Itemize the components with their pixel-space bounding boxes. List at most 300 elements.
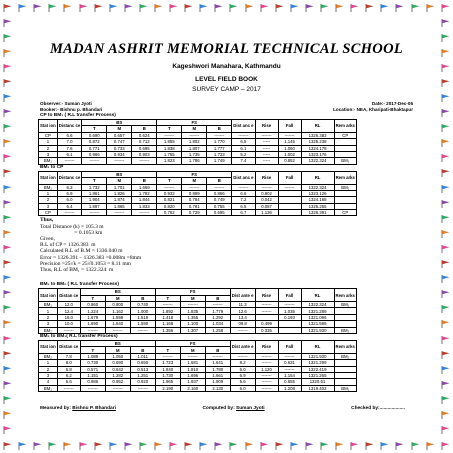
table-cell: ------- — [157, 132, 182, 138]
flag-icon — [214, 4, 223, 12]
table-cell: ------- — [82, 158, 107, 164]
flag-icon — [441, 275, 450, 283]
col-m: M — [180, 347, 205, 353]
col-rl: RL — [301, 289, 334, 302]
table-cell: BM₁ — [334, 184, 356, 190]
table-cell: ------- — [255, 132, 278, 138]
flag-icon — [48, 442, 57, 450]
measured-by: Measured by: Bishnu P. Bhandari — [40, 406, 116, 412]
col-station: Stat ion — [39, 341, 58, 354]
table-cell: 0.631 — [278, 360, 301, 366]
flag-icon — [3, 94, 12, 102]
table-cell: 1.937 — [180, 379, 205, 385]
table-cell: 1.035 — [278, 308, 301, 314]
table-cell: 16.0 — [57, 314, 80, 320]
table-cell: ----- — [255, 139, 278, 145]
table-row — [39, 327, 357, 333]
flag-icon — [441, 34, 450, 42]
col-dist: Dist ante e — [230, 341, 255, 354]
flag-icon — [3, 79, 12, 87]
col-fs: FS — [155, 341, 230, 347]
table-cell: 1.823 — [157, 158, 182, 164]
flag-icon — [3, 185, 12, 193]
flag-icon — [441, 64, 450, 72]
section-title: BM₁ to BM₂ ( R.L transfer Process) — [40, 282, 119, 288]
col-t: T — [80, 347, 105, 353]
table-cell: 1.640 — [105, 321, 130, 327]
flag-icon — [3, 49, 12, 57]
flag-icon — [441, 79, 450, 87]
flag-icon — [3, 351, 12, 359]
table-cell: 1.732 — [82, 184, 107, 190]
flag-icon — [245, 442, 254, 450]
flag-icon — [3, 336, 12, 344]
table-cell: ------- — [180, 353, 205, 359]
flag-icon — [290, 4, 299, 12]
table-cell: 1.855 — [157, 139, 182, 145]
calculation-line: Calculated R.L of B.M = 1336.040 m — [40, 248, 123, 255]
table-cell: 0.733 — [107, 145, 132, 151]
flag-icon — [154, 442, 163, 450]
table-cell: 1.641 — [205, 360, 230, 366]
flag-icon — [79, 4, 88, 12]
table-cell: 0.872 — [82, 139, 107, 145]
table-cell: 0.986 — [80, 379, 105, 385]
flag-icon — [33, 442, 42, 450]
table-cell: ------- — [80, 385, 105, 391]
table-cell: 1321.289 — [301, 308, 334, 314]
table-cell: 1.865 — [107, 203, 132, 209]
date: Date:- 2017-Dec-05 — [371, 101, 413, 106]
col-fs: FS — [157, 120, 232, 126]
flag-icon — [441, 381, 450, 389]
table-cell: ------- — [82, 210, 107, 216]
table-cell: 1.723 — [155, 360, 180, 366]
flag-icon — [275, 4, 284, 12]
col-remarks: Rem arks — [334, 289, 356, 302]
table-cell: 7.8 — [57, 353, 80, 359]
table-cell: ------- — [130, 385, 155, 391]
flag-icon — [441, 411, 450, 419]
flag-icon — [426, 442, 435, 450]
table-cell: 4 — [39, 379, 58, 385]
flag-icon — [3, 366, 12, 374]
table-cell: 1320.61 — [301, 379, 334, 385]
table-cell: 5.2 — [232, 151, 255, 157]
flag-icon — [48, 4, 57, 12]
table-cell: CP — [334, 132, 356, 138]
table-cell: 1.807 — [182, 145, 207, 151]
table-cell: 1 — [39, 139, 58, 145]
flag-icon — [441, 396, 450, 404]
table-row — [39, 385, 357, 391]
col-b: B — [132, 126, 157, 132]
table-cell: 2 — [39, 197, 58, 203]
flag-icon — [305, 442, 314, 450]
flag-icon — [109, 4, 118, 12]
table-cell: 1.282 — [105, 372, 130, 378]
col-m: M — [107, 178, 132, 184]
col-dist: Dist anc e — [232, 120, 255, 133]
col-t: T — [82, 178, 107, 184]
observer: Observer:- Suman Jyoti — [40, 101, 92, 106]
table-cell: 0.513 — [130, 366, 155, 372]
table-cell: 1325.255 — [301, 203, 334, 209]
table-cell: ------- — [107, 210, 132, 216]
col-fall: Fall — [278, 341, 301, 354]
flag-icon — [3, 154, 12, 162]
col-t: T — [157, 126, 182, 132]
table-cell: 1.168 — [155, 321, 180, 327]
table-cell: 6.2 — [57, 372, 80, 378]
table-cell: 0.499 — [255, 321, 278, 327]
table-cell: ------- — [57, 158, 82, 164]
table-cell: 09.8 — [230, 321, 255, 327]
table-cell: 12.0 — [57, 302, 80, 308]
table-cell: 1.826 — [107, 190, 132, 196]
thus-label: Thus, — [40, 217, 54, 224]
col-b: B — [130, 347, 155, 353]
table-cell: 2 — [39, 145, 58, 151]
table-cell: BM₂ — [334, 353, 356, 359]
table-cell: 2 — [39, 366, 58, 372]
table-cell: 1.034 — [205, 321, 230, 327]
flag-icon — [411, 442, 420, 450]
flag-icon — [3, 411, 12, 419]
flag-icon — [350, 442, 359, 450]
flag-icon — [441, 19, 450, 27]
table-cell: ------- — [155, 302, 180, 308]
calculation-line: Given, — [40, 236, 55, 243]
table-cell: ------- — [278, 353, 301, 359]
table-cell: 1.355 — [180, 314, 205, 320]
col-dist: Dist ante e — [230, 289, 255, 302]
booker: Booker:- Bishnu p. Bhandari — [40, 107, 103, 112]
table-cell: 1.136 — [255, 210, 278, 216]
table-cell: 1.002 — [278, 151, 301, 157]
flag-icon — [441, 215, 450, 223]
col-m: M — [182, 178, 207, 184]
table-cell: 1323.176 — [301, 151, 334, 157]
table-cell: 0.755 — [207, 203, 232, 209]
flag-icon — [441, 290, 450, 298]
table-cell: 1.060 — [278, 145, 301, 151]
table-cell: 1.356 — [155, 327, 180, 333]
table-cell: ------- — [105, 385, 130, 391]
flag-icon — [441, 351, 450, 359]
table-cell: 0.899 — [182, 190, 207, 196]
flag-icon — [365, 4, 374, 12]
table-cell: BM₁ — [39, 184, 58, 190]
table-cell: ------- — [278, 132, 301, 138]
table-cell: 1321.096 — [301, 314, 334, 320]
table-cell: 1.681 — [180, 360, 205, 366]
table-cell: 0.920 — [130, 379, 155, 385]
table-cell: 1.151 — [80, 372, 105, 378]
col-b: B — [207, 126, 232, 132]
calculation-line: Thus, R.L of BM₁ = 1322.324 m — [40, 267, 114, 274]
flag-icon — [214, 442, 223, 450]
table-cell: ------- — [278, 366, 301, 372]
table-cell: ------- — [132, 210, 157, 216]
table-cell: 1326.391 — [301, 210, 334, 216]
flag-icon — [290, 442, 299, 450]
table-cell: 1.661 — [205, 372, 230, 378]
table-cell: 1.897 — [82, 203, 107, 209]
table-cell: 1.100 — [180, 321, 205, 327]
table-cell: 0.781 — [182, 203, 207, 209]
table-row — [39, 158, 357, 164]
flag-icon — [320, 4, 329, 12]
col-rise: Rise — [255, 289, 278, 302]
table-cell: 1.224 — [80, 308, 105, 314]
table-cell: 0.747 — [107, 139, 132, 145]
table-cell: 1.735 — [182, 151, 207, 157]
flag-icon — [3, 260, 12, 268]
table-cell: 0.335 — [255, 327, 278, 333]
table-cell: 7.6 — [57, 145, 82, 151]
table-cell: 3 — [39, 203, 58, 209]
flag-icon — [169, 4, 178, 12]
table-cell: 11.3 — [230, 302, 255, 308]
flag-icon — [350, 4, 359, 12]
table-cell: ------- — [207, 132, 232, 138]
school-title: MADAN ASHRIT MEMORIAL TECHNICAL SCHOOL — [49, 41, 404, 57]
flag-icon — [275, 442, 284, 450]
table-cell: 1.418 — [155, 314, 180, 320]
table-cell: 1.208 — [278, 385, 301, 391]
book-title: LEVEL FIELD BOOK — [195, 76, 258, 83]
table-cell: 0.729 — [182, 210, 207, 216]
table-cell: ------- — [132, 158, 157, 164]
flag-icon — [3, 396, 12, 404]
section-title: BM₂ to BM₁( R.L transfer Process) — [40, 334, 118, 340]
table-cell: 0.821 — [157, 197, 182, 203]
table-cell: 1.838 — [157, 145, 182, 151]
table-cell: 1.733 — [207, 151, 232, 157]
table-cell: CP — [39, 210, 58, 216]
table-cell: 1.145 — [278, 139, 301, 145]
table-cell: ----- — [255, 151, 278, 157]
col-distance: Distan ce — [57, 341, 80, 354]
table-row — [39, 210, 357, 216]
level-table-bm1-cp — [38, 171, 357, 217]
table-cell: ------- — [255, 353, 278, 359]
flag-icon — [380, 442, 389, 450]
flag-icon — [3, 109, 12, 117]
col-rise: Rise — [255, 341, 278, 354]
table-cell: 1.835 — [180, 308, 205, 314]
calculation-line: = 0.1053 km — [40, 229, 103, 236]
col-dist: Dist anc e — [232, 171, 255, 184]
table-cell: 1.690 — [80, 321, 105, 327]
col-b: B — [205, 347, 230, 353]
col-fs: FS — [155, 289, 230, 295]
col-distance: Distanc ce — [57, 171, 82, 184]
flag-icon — [3, 34, 12, 42]
flag-icon — [3, 290, 12, 298]
table-cell: 0.695 — [132, 145, 157, 151]
flag-icon — [184, 4, 193, 12]
table-cell: ------- — [182, 132, 207, 138]
table-cell: 1.251 — [130, 372, 155, 378]
table-cell: 0.690 — [105, 360, 130, 366]
table-cell: 0.042 — [255, 197, 278, 203]
flag-icon — [441, 260, 450, 268]
table-cell: 1 — [39, 360, 58, 366]
table-cell: 1.786 — [182, 158, 207, 164]
table-cell: 1.599 — [105, 314, 130, 320]
flag-icon — [3, 320, 12, 328]
table-cell: 6.6 — [232, 190, 255, 196]
table-cell: 1321.595 — [301, 321, 334, 327]
table-cell: 8.2 — [230, 360, 255, 366]
flag-icon — [3, 64, 12, 72]
table-cell: 1.840 — [155, 366, 180, 372]
col-t: T — [155, 347, 180, 353]
flag-icon — [441, 426, 450, 434]
table-cell: ------- — [230, 327, 255, 333]
flag-icon — [426, 4, 435, 12]
flag-icon — [3, 19, 12, 27]
col-fall: Fall — [278, 289, 301, 302]
table-cell: 0.193 — [278, 314, 301, 320]
flag-icon — [441, 109, 450, 117]
table-cell: 0.903 — [132, 151, 157, 157]
table-cell: 1.154 — [278, 372, 301, 378]
level-table-bm2-bm1 — [38, 340, 357, 392]
flag-icon — [441, 366, 450, 374]
table-cell: BM₂ — [39, 353, 58, 359]
flag-icon — [441, 200, 450, 208]
col-remarks: Rem arks — [334, 341, 356, 354]
flag-icon — [441, 169, 450, 177]
table-cell: 0.966 — [82, 151, 107, 157]
calculation-block — [18, 217, 435, 273]
table-cell: 0.952 — [105, 379, 130, 385]
flag-icon — [3, 245, 12, 253]
table-cell: 1.892 — [155, 308, 180, 314]
table-cell: 1 — [39, 308, 58, 314]
table-cell: 1321.930 — [301, 353, 334, 359]
flag-icon — [441, 94, 450, 102]
table-cell: 1.792 — [132, 190, 157, 196]
table-cell: ------- — [57, 327, 80, 333]
col-fall: Fall — [278, 120, 301, 133]
flag-icon — [441, 336, 450, 344]
table-cell: 1.777 — [207, 145, 232, 151]
col-t: T — [157, 178, 182, 184]
table-cell: 0.771 — [82, 145, 107, 151]
table-cell: 1.011 — [130, 353, 155, 359]
table-cell: BM₁ — [334, 385, 356, 391]
table-cell: ------- — [278, 302, 301, 308]
col-rl: RL — [301, 171, 334, 184]
col-m: M — [107, 126, 132, 132]
decorative-border-bottom — [0, 438, 453, 453]
table-cell: 1323.126 — [301, 190, 334, 196]
location: Location:- NEA, Kharipati-Bhaktapur — [333, 107, 413, 112]
col-station: Stat ion — [39, 171, 58, 184]
table-cell: 2 — [39, 314, 58, 320]
flag-icon — [3, 442, 12, 450]
table-cell: 1.120 — [255, 366, 278, 372]
table-cell: 0.762 — [157, 210, 182, 216]
flag-icon — [154, 4, 163, 12]
table-cell: ----- — [255, 145, 278, 151]
table-cell: 1326.383 — [301, 132, 334, 138]
table-cell: 1.861 — [82, 190, 107, 196]
level-table-bm1-bm2 — [38, 288, 357, 334]
table-cell: 1.730 — [155, 372, 180, 378]
table-cell: 0.624 — [132, 132, 157, 138]
table-cell: 1.519 — [130, 314, 155, 320]
table-cell: ------- — [57, 210, 82, 216]
table-cell: 1.833 — [132, 203, 157, 209]
table-cell: 8.0 — [57, 360, 80, 366]
table-cell: ------- — [255, 302, 278, 308]
table-cell: 7.4 — [232, 158, 255, 164]
decorative-border-top — [0, 0, 453, 15]
col-bs: BS — [82, 171, 157, 177]
flag-icon — [3, 124, 12, 132]
flag-icon — [229, 442, 238, 450]
flag-icon — [441, 4, 450, 12]
table-cell: 0.866 — [207, 190, 232, 196]
field-book-page — [18, 16, 435, 436]
col-rise: Rise — [255, 120, 278, 133]
flag-icon — [441, 154, 450, 162]
col-bs: BS — [82, 120, 157, 126]
flag-icon — [441, 124, 450, 132]
table-cell: 5.8 — [57, 366, 80, 372]
flag-icon — [3, 230, 12, 238]
table-cell: 12.4 — [57, 308, 80, 314]
col-distance: Distanc ce — [57, 120, 82, 133]
table-cell: 1.810 — [180, 366, 205, 372]
table-cell: 0.571 — [80, 366, 105, 372]
table-cell: 1.089 — [80, 353, 105, 359]
table-cell: BM₁ — [39, 302, 58, 308]
table-cell: 2.190 — [155, 385, 180, 391]
table-cell: ------- — [155, 353, 180, 359]
col-t: T — [155, 295, 180, 301]
table-cell: 1.904 — [82, 197, 107, 203]
flag-icon — [3, 381, 12, 389]
flag-icon — [79, 442, 88, 450]
flag-icon — [260, 442, 269, 450]
table-cell: 6.6 — [57, 132, 82, 138]
table-cell: 6.3 — [57, 184, 82, 190]
flag-icon — [63, 4, 72, 12]
table-cell: 6.5 — [232, 203, 255, 209]
col-rl: RL — [301, 341, 334, 354]
table-cell — [278, 210, 301, 216]
calculation-line: Total Distance (k) = 105.3 m — [40, 223, 104, 230]
table-cell: 1319.402 — [301, 385, 334, 391]
table-cell: 1.000 — [130, 308, 155, 314]
table-cell: 1.779 — [205, 308, 230, 314]
flag-icon — [441, 185, 450, 193]
flag-icon — [441, 139, 450, 147]
decorative-border-right — [438, 15, 453, 438]
table-cell: 6.6 — [57, 379, 80, 385]
flag-icon — [441, 320, 450, 328]
table-cell: 1.780 — [205, 366, 230, 372]
table-cell: 1.292 — [205, 314, 230, 320]
table-cell: 6.1 — [232, 145, 255, 151]
flag-icon — [380, 4, 389, 12]
